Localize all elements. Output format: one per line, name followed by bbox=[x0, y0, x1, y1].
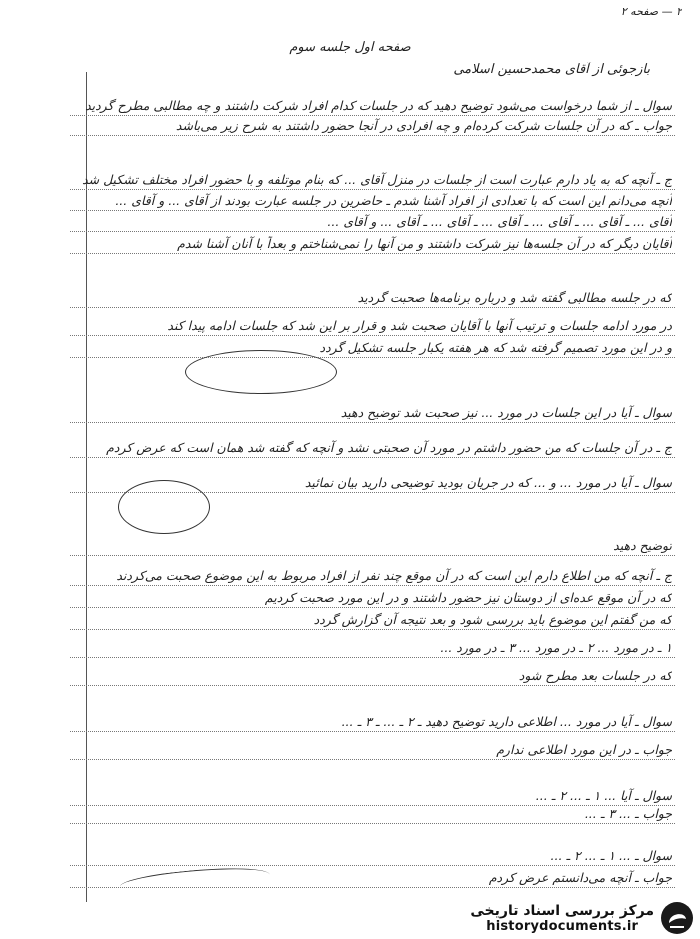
handwritten-line: ج ـ آنچه که من اطلاع دارم این است که در آن موقع چند نفر از افراد مربوط به این موضوع صحبت می‌کردند bbox=[116, 568, 672, 583]
handwritten-line: ج ـ در آن جلسات که من حضور داشتم در مورد آن صحبتی نشد و آنچه که گفته شد همان است که عرض کردم bbox=[106, 440, 672, 455]
circled-annotation-2 bbox=[118, 480, 210, 534]
line-underline bbox=[70, 422, 675, 423]
document-subheading: بازجوئی از آقای محمدحسین اسلامی bbox=[453, 62, 650, 77]
line-underline bbox=[70, 607, 675, 608]
handwritten-line: آقای ... ـ آقای ... ـ آقای ... ـ آقای ... ـ آقای ... ـ آقای ... و آقای ... bbox=[327, 214, 672, 229]
line-underline bbox=[70, 189, 675, 190]
handwritten-line: سوال ـ ... ۱ ـ ... ۲ ـ ... bbox=[550, 848, 672, 863]
line-underline bbox=[70, 585, 675, 586]
handwritten-line: که در آن موقع عده‌ای از دوستان نیز حضور داشتند و در این مورد صحبت کردیم bbox=[264, 590, 672, 605]
line-underline bbox=[70, 135, 675, 136]
handwritten-line: آقایان دیگر که در آن جلسه‌ها نیز شرکت داشتند و من آنها را نمی‌شناختم و بعداً با آنان آشنا شدم bbox=[177, 236, 672, 251]
handwritten-line: سوال ـ آیا در این جلسات در مورد ... نیز صحبت شد توضیح دهید bbox=[340, 405, 672, 420]
watermark-org-name: مرکز بررسی اسناد تاریخی bbox=[470, 902, 654, 919]
line-underline bbox=[70, 731, 675, 732]
line-underline bbox=[70, 115, 675, 116]
handwritten-line: جواب ـ در این مورد اطلاعی ندارم bbox=[496, 742, 672, 757]
handwritten-line: ۱ ـ در مورد ... ۲ ـ در مورد ... ۳ ـ در مورد ... bbox=[440, 640, 672, 655]
handwritten-line: جواب ـ آنچه می‌دانستم عرض کردم bbox=[488, 870, 672, 885]
document-heading: صفحه اول جلسه سوم bbox=[289, 40, 411, 55]
handwritten-line: که من گفتم این موضوع باید بررسی شود و بعد نتیجه آن گزارش گردد bbox=[313, 612, 672, 627]
archive-logo-icon bbox=[660, 901, 694, 935]
line-underline bbox=[70, 253, 675, 254]
handwritten-line: و در این مورد تصمیم گرفته شد که هر هفته یکبار جلسه تشکیل گردد bbox=[319, 340, 672, 355]
line-underline bbox=[70, 231, 675, 232]
line-underline bbox=[70, 629, 675, 630]
watermark-url: historydocuments.ir bbox=[486, 918, 639, 934]
handwritten-line: که در جلسات بعد مطرح شود bbox=[518, 668, 672, 683]
handwritten-line: سوال ـ آیا در مورد ... و ... که در جریان بودید توضیحی دارید بیان نمائید bbox=[304, 475, 672, 490]
line-underline bbox=[70, 210, 675, 211]
line-underline bbox=[70, 685, 675, 686]
line-underline bbox=[70, 335, 675, 336]
line-underline bbox=[70, 823, 675, 824]
handwritten-line: سوال ـ از شما درخواست می‌شود توضیح دهید که در جلسات کدام افراد شرکت داشتند و چه مطالبی مطرح گردید bbox=[85, 98, 672, 113]
scribble-mark bbox=[119, 862, 270, 899]
watermark bbox=[470, 901, 694, 935]
line-underline bbox=[70, 307, 675, 308]
handwritten-line: در مورد ادامه جلسات و ترتیب آنها با آقایان صحبت شد و قرار بر این شد که جلسات ادامه پیدا کند bbox=[167, 318, 672, 333]
line-underline bbox=[70, 657, 675, 658]
handwritten-line: که در جلسه مطالبی گفته شد و درباره برنامه‌ها صحبت گردید bbox=[357, 290, 672, 305]
handwritten-line: سوال ـ آیا ... ۱ ـ ... ۲ ـ ... bbox=[535, 788, 672, 803]
handwritten-line: جواب ـ که در آن جلسات شرکت کرده‌ام و چه افرادی در آنجا حضور داشتند به شرح زیر می‌باشد bbox=[175, 118, 672, 133]
line-underline bbox=[70, 555, 675, 556]
handwritten-line: توضیح دهید bbox=[613, 538, 672, 553]
handwritten-line: جواب ـ ... ۳ ـ ... bbox=[584, 806, 672, 821]
handwritten-line: سوال ـ آیا در مورد ... اطلاعی دارید توضیح دهید ـ ۲ ـ ... ـ ۳ ـ ... bbox=[341, 714, 672, 729]
line-underline bbox=[70, 865, 675, 866]
handwritten-line: ج ـ آنچه که به یاد دارم عبارت است از جلسات در منزل آقای ... که بنام موتلفه و با حضور افراد مختلف تشکیل شد bbox=[82, 172, 672, 187]
page-mark: ۲ — صفحه ۲ bbox=[620, 5, 682, 18]
line-underline bbox=[70, 457, 675, 458]
circled-annotation-1 bbox=[185, 350, 337, 394]
line-underline bbox=[70, 357, 675, 358]
handwritten-line: آنچه می‌دانم این است که با تعدادی از افراد آشنا شدم ـ حاضرین در جلسه عبارت بودند از آقای ... و آقای ... bbox=[115, 193, 672, 208]
line-underline bbox=[70, 759, 675, 760]
